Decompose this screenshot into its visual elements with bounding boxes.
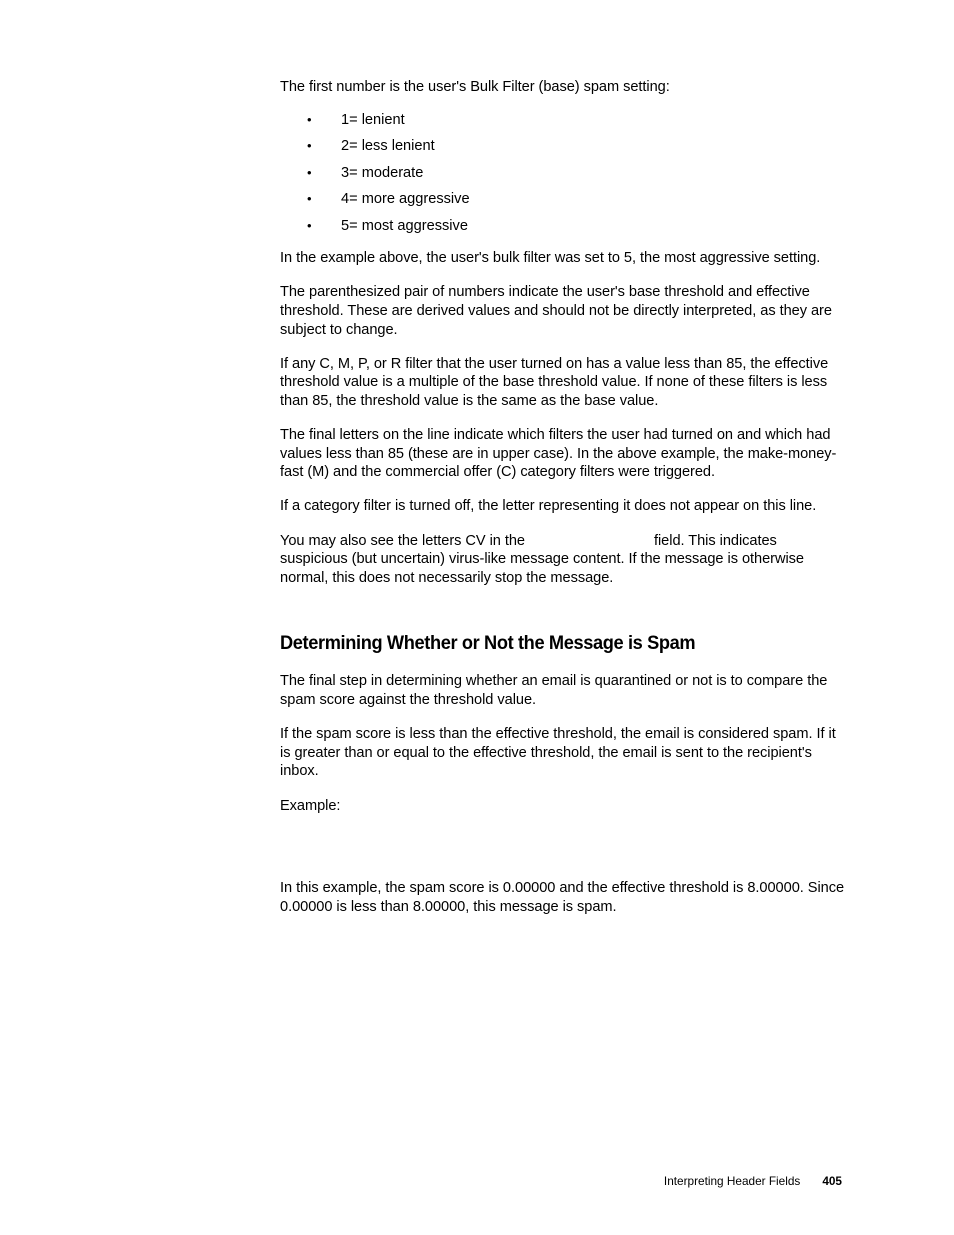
final-step-paragraph: The final step in determining whether an email is quarantined or not is to compare the spam score against the threshold value. — [280, 673, 828, 708]
cv-letters-paragraph — [280, 532, 846, 588]
list-item-label: 2= less lenient — [341, 138, 435, 155]
list-item-label: 5= most aggressive — [341, 217, 468, 234]
example-label: Example: — [280, 797, 341, 814]
example-blank-area — [280, 815, 846, 879]
bullet-icon: • — [307, 111, 312, 127]
footer-chapter-title: Interpreting Header Fields — [663, 1174, 801, 1188]
spam-score-comparison-paragraph: If the spam score is less than the effective threshold, the email is considered spam. If it is greater than or equal to the effective threshold, the email is sent to the recipient's inbox. — [280, 726, 836, 780]
list-item-label: 1= lenient — [341, 111, 405, 128]
bullet-icon: • — [307, 138, 312, 154]
section-heading: Determining Whether or Not the Message is Spam — [280, 632, 696, 655]
bulk-filter-example-paragraph: In the example above, the user's bulk filter was set to 5, the most aggressive setting. — [280, 250, 821, 267]
list-item-label: 4= more aggressive — [341, 191, 470, 208]
filter-multiple-paragraph: If any C, M, P, or R filter that the user turned on has a value less than 85, the effective threshold value is a multiple of the base threshold value. If none of these filters is less than 85, the threshold value is the same as the base value. — [280, 355, 829, 409]
list-item-label: 3= moderate — [341, 164, 424, 181]
cv-text-before: You may also see the letters CV in the — [280, 532, 525, 549]
list-item — [280, 190, 846, 209]
list-item — [280, 137, 846, 156]
bullet-icon: • — [307, 217, 312, 233]
list-item — [280, 217, 846, 236]
bulk-filter-settings-list — [280, 111, 846, 236]
threshold-pair-paragraph: The parenthesized pair of numbers indicate the user's base threshold and effective threshold. These are derived values and should not be directly interpreted, as they are subject to change. — [280, 284, 832, 338]
list-item — [280, 111, 846, 130]
list-item — [280, 164, 846, 183]
page-footer — [664, 1174, 842, 1188]
bullet-icon: • — [307, 164, 312, 180]
page-number: 405 — [822, 1174, 842, 1188]
cv-text-after: field. This indicates suspicious (but uncertain) virus-like message content. If the message is otherwise normal, this does not necessarily stop the message. — [280, 532, 804, 586]
bullet-icon: • — [307, 191, 312, 207]
conclusion-paragraph: In this example, the spam score is 0.00000 and the effective threshold is 8.00000. Since 0.00000 is less than 8.00000, this message is spam. — [280, 880, 845, 915]
document-page — [280, 78, 846, 932]
category-filter-off-paragraph: If a category filter is turned off, the letter representing it does not appear on this line. — [280, 498, 817, 515]
final-letters-paragraph: The final letters on the line indicate which filters the user had turned on and which had values less than 85 (these are in upper case). In the above example, the make-money-fast (M) and the commercial offer (C) category filters were triggered. — [280, 427, 837, 481]
intro-paragraph: The first number is the user's Bulk Filter (base) spam setting: — [280, 79, 670, 95]
